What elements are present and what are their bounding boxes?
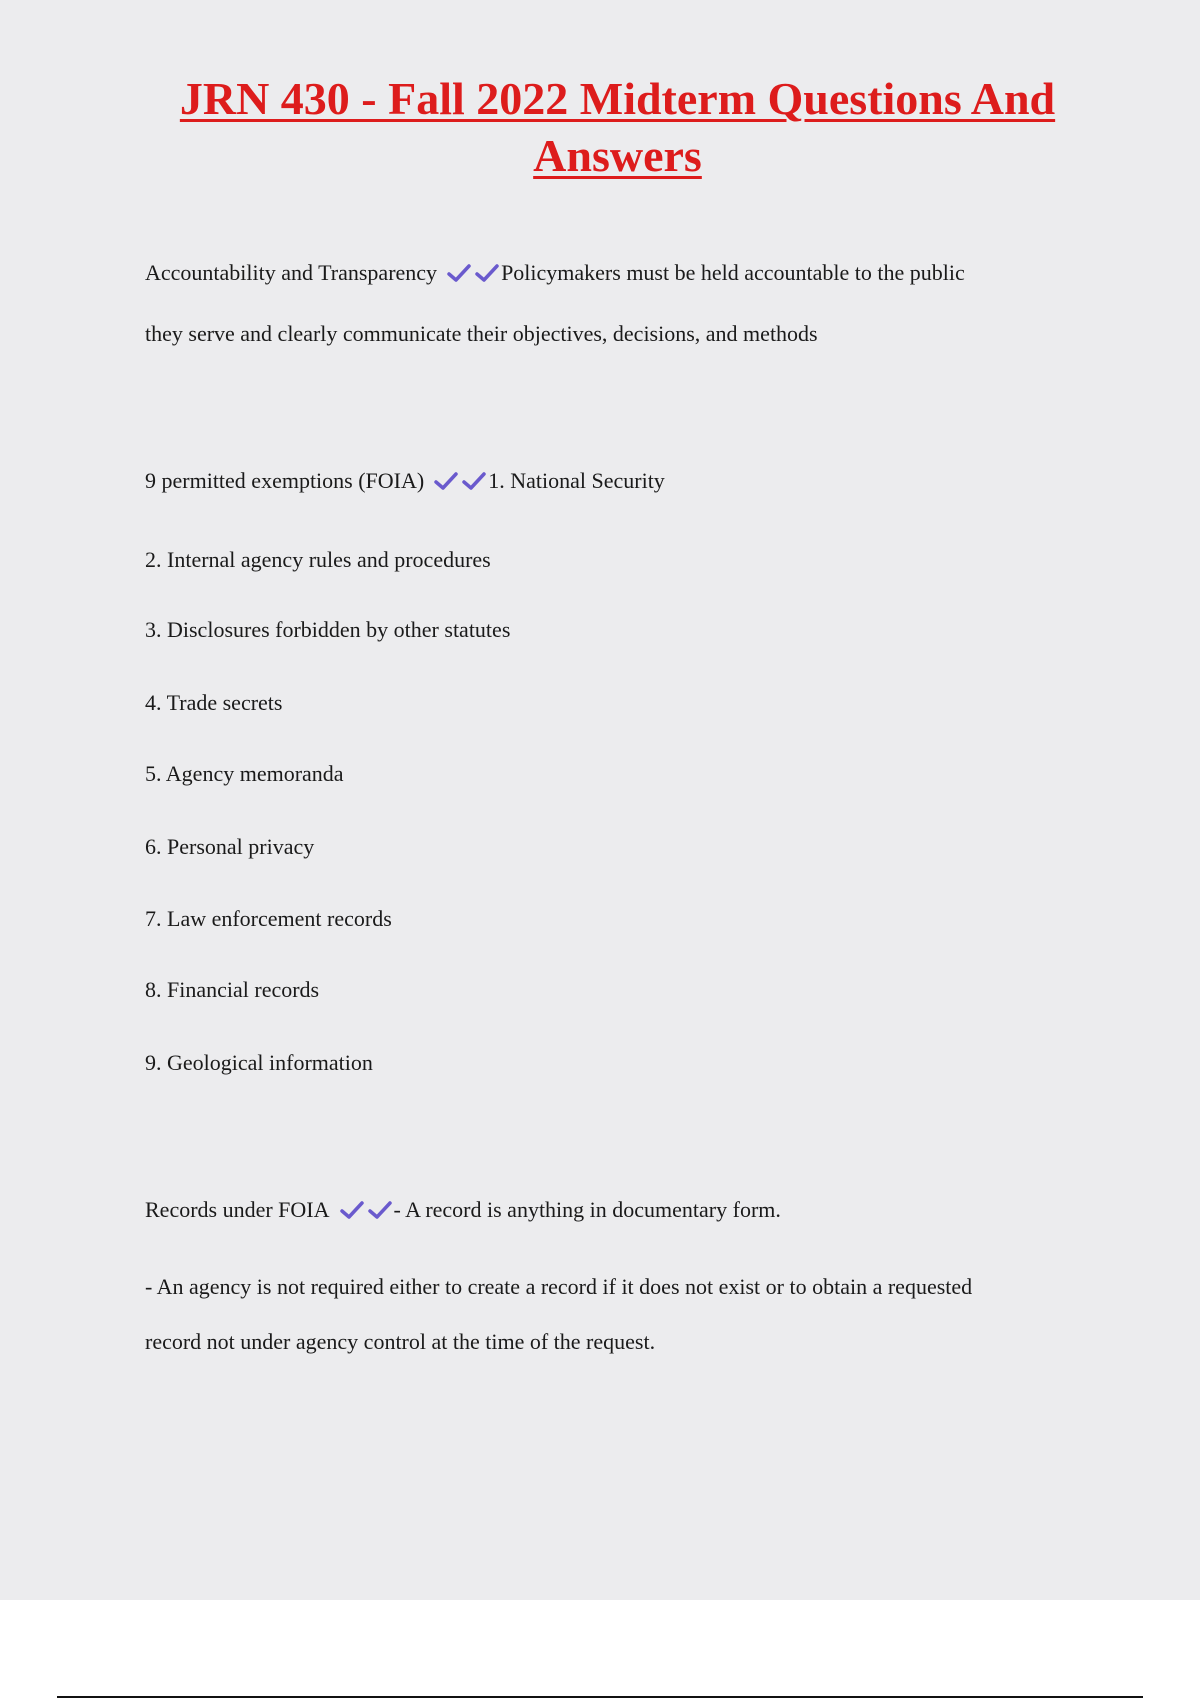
entry-answer-continued: record not under agency control at the time of the request. [145,1329,656,1354]
entry-answer: Policymakers must be held accountable to the public [501,260,965,285]
checkmark-icon [447,263,471,283]
entry-answer: 1. National Security [488,468,665,493]
entry-answer-continued: - An agency is not required either to create a record if it does not exist or to obtain a requested [145,1274,973,1299]
exemption-item: 4. Trade secrets [145,690,283,715]
checkmark-icon [434,471,458,491]
exemption-item: 2. Internal agency rules and procedures [145,547,491,572]
entry-term: 9 permitted exemptions (FOIA) [145,468,425,493]
exemption-item: 6. Personal privacy [145,834,315,859]
entry-accountability-line-1 [145,260,965,286]
check-marks [430,468,486,494]
check-marks [336,1197,392,1223]
entry-term: Records under FOIA [145,1197,330,1222]
footer-divider [57,1696,1143,1698]
entry-answer: - A record is anything in documentary form. [393,1197,781,1222]
checkmark-icon [462,471,486,491]
check-marks [443,260,499,286]
checkmark-icon [368,1200,392,1220]
exemption-item: 8. Financial records [145,977,320,1002]
checkmark-icon [340,1200,364,1220]
entry-records-line-1 [145,1197,781,1223]
checkmark-icon [475,263,499,283]
document-title: JRN 430 - Fall 2022 Midterm Questions And Answers [179,73,1056,181]
exemption-item: 9. Geological information [145,1050,373,1075]
exemption-item: 5. Agency memoranda [145,761,344,786]
exemption-item: 7. Law enforcement records [145,906,392,931]
entry-term: Accountability and Transparency [145,260,438,285]
entry-answer-continued: they serve and clearly communicate their objectives, decisions, and methods [145,321,818,346]
exemption-item: 3. Disclosures forbidden by other statutes [145,617,511,642]
entry-exemptions-line-1 [145,468,665,494]
